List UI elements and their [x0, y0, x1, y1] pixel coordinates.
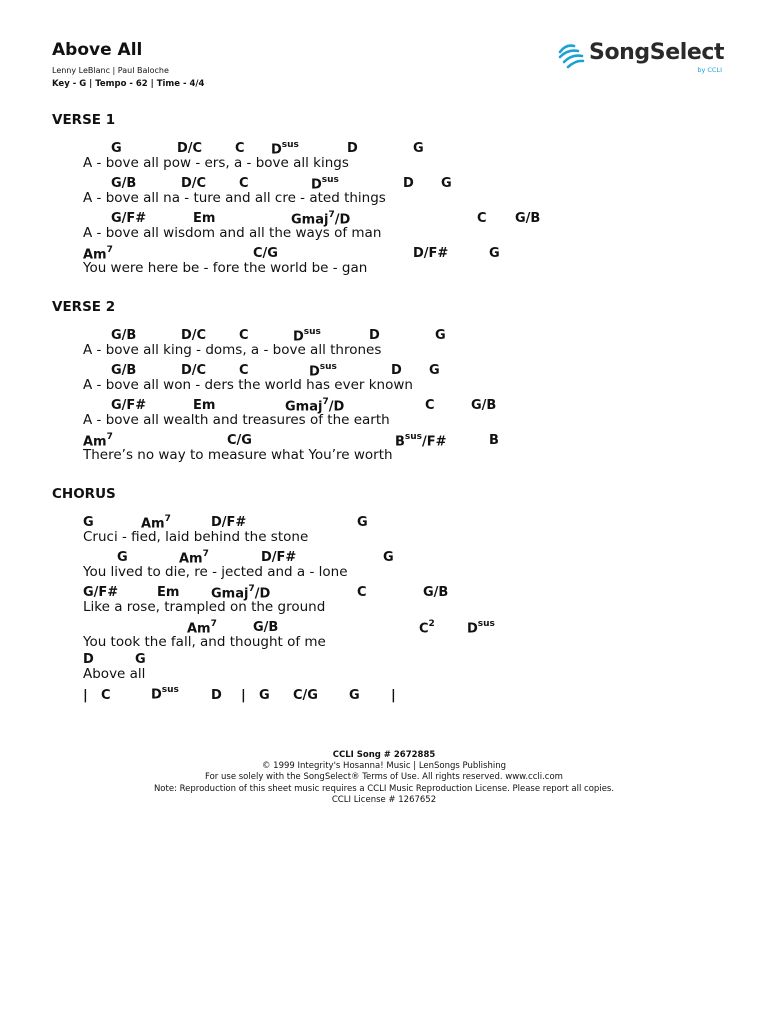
- chord: D/C: [181, 328, 207, 343]
- chord: D: [83, 652, 94, 667]
- chord: C: [101, 688, 111, 703]
- lyric-line: A - bove all wisdom and all the ways of man: [83, 225, 382, 241]
- lyric-line: Like a rose, trampled on the ground: [83, 599, 326, 615]
- chord-dsus: $D^{sus}$: [271, 140, 299, 158]
- chord-dsus: $D^{sus}$: [151, 685, 179, 703]
- chord: D/F#: [413, 246, 449, 261]
- chord: D: [347, 141, 358, 156]
- chord-am7: Am$^7$: [83, 245, 113, 263]
- chord: G: [383, 550, 394, 565]
- chord: B: [489, 433, 499, 448]
- chord: G/F#: [83, 585, 119, 600]
- lyric-line: A - bove all wealth and treasures of the earth: [83, 412, 390, 428]
- chord: G: [349, 688, 360, 703]
- chord: G: [429, 363, 440, 378]
- footer-note: Note: Reproduction of this sheet music requires a CCLI Music Reproduction License. Please report all copies.: [153, 784, 615, 794]
- bar-line: |: [391, 688, 396, 703]
- lyric-line: You lived to die, re - jected and a - lone: [83, 564, 348, 580]
- chord: D/F#: [261, 550, 297, 565]
- chord-dsus: $D^{sus}$: [467, 619, 495, 637]
- chord-bsus-fs: $B^{sus}/F\#$: [395, 432, 447, 450]
- chord-gmaj7-d: Gmaj$^7$/D: [291, 210, 351, 228]
- chord: G/B: [111, 363, 137, 378]
- lyric-line: A - bove all na - ture and all cre - ated things: [83, 190, 386, 206]
- section-heading-verse-2: VERSE 2: [52, 299, 116, 315]
- songselect-logo: [556, 40, 728, 74]
- chord: D: [211, 688, 222, 703]
- footer-terms: For use solely with the SongSelect® Terms of Use. All rights reserved. www.ccli.com: [205, 772, 563, 782]
- lyric-line: A - bove all won - ders the world has ever known: [83, 377, 413, 393]
- chord-dsus: $D^{sus}$: [309, 362, 337, 380]
- song-meta: Key - G | Tempo - 62 | Time - 4/4: [52, 79, 205, 89]
- songselect-logo-text: SongSelect: [589, 40, 725, 65]
- chord-c2: $C^2$: [419, 619, 435, 637]
- chord: D: [403, 176, 414, 191]
- chord: Em: [193, 398, 216, 413]
- chord: C: [239, 328, 249, 343]
- chord: D: [391, 363, 402, 378]
- chord: C: [425, 398, 435, 413]
- chord: G: [259, 688, 270, 703]
- chord: C: [239, 363, 249, 378]
- chord: D/C: [181, 176, 207, 191]
- chord: G: [441, 176, 452, 191]
- bar-line: |: [83, 688, 88, 703]
- chord: G/B: [111, 328, 137, 343]
- chord: D/F#: [211, 515, 247, 530]
- chord: C/G: [293, 688, 318, 703]
- songselect-logo-byline: by CCLI: [697, 66, 722, 74]
- chord: G: [117, 550, 128, 565]
- chord: G/B: [471, 398, 497, 413]
- chord: G: [111, 141, 122, 156]
- footer-song-number: CCLI Song # 2672885: [332, 750, 436, 760]
- lyric-line: A - bove all pow - ers, a - bove all kings: [83, 155, 349, 171]
- song-authors: Lenny LeBlanc | Paul Baloche: [52, 66, 169, 75]
- chord-am7: Am$^7$: [179, 549, 209, 567]
- songselect-logo-icon: [556, 40, 586, 70]
- chord: C: [477, 211, 487, 226]
- footer-license: CCLI License # 1267652: [331, 795, 437, 805]
- chord-am7: Am$^7$: [187, 619, 217, 637]
- lyric-line: You took the fall, and thought of me: [83, 634, 326, 650]
- chord: G: [489, 246, 500, 261]
- chord: G/F#: [111, 211, 147, 226]
- chord-dsus: $D^{sus}$: [311, 175, 339, 193]
- chord-am7: Am$^7$: [83, 432, 113, 450]
- chord: G: [435, 328, 446, 343]
- bar-line: |: [241, 688, 246, 703]
- chord: C: [239, 176, 249, 191]
- chord-gmaj7-d: Gmaj$^7$/D: [285, 397, 345, 415]
- section-heading-verse-1: VERSE 1: [52, 112, 116, 128]
- chord: G: [413, 141, 424, 156]
- chord: G/B: [111, 176, 137, 191]
- chord: C: [357, 585, 367, 600]
- chord: G: [83, 515, 94, 530]
- section-heading-chorus: CHORUS: [52, 486, 116, 502]
- lyric-line: You were here be - fore the world be - gan: [83, 260, 368, 276]
- chord: G: [357, 515, 368, 530]
- chord: C/G: [227, 433, 252, 448]
- lyric-line: Cruci - fied, laid behind the stone: [83, 529, 309, 545]
- chord: C/G: [253, 246, 278, 261]
- lyric-line: Above all: [83, 666, 146, 682]
- footer-copyright: © 1999 Integrity's Hosanna! Music | LenSongs Publishing: [261, 761, 506, 771]
- chord: G: [135, 652, 146, 667]
- lyric-line: There’s no way to measure what You’re worth: [83, 447, 393, 463]
- chord: G/B: [515, 211, 541, 226]
- chord: D: [369, 328, 380, 343]
- chord-am7: Am$^7$: [141, 514, 171, 532]
- chord: G/F#: [111, 398, 147, 413]
- chord-gmaj7-d: Gmaj$^7$/D: [211, 584, 271, 602]
- song-title: Above All: [52, 40, 143, 60]
- chord: G/B: [253, 620, 279, 635]
- chord: G/B: [423, 585, 449, 600]
- chord: Em: [157, 585, 180, 600]
- lyric-line: A - bove all king - doms, a - bove all thrones: [83, 342, 382, 358]
- chord: C: [235, 141, 245, 156]
- chord-dsus: $D^{sus}$: [293, 327, 321, 345]
- chord: D/C: [177, 141, 203, 156]
- chord: Em: [193, 211, 216, 226]
- chord: D/C: [181, 363, 207, 378]
